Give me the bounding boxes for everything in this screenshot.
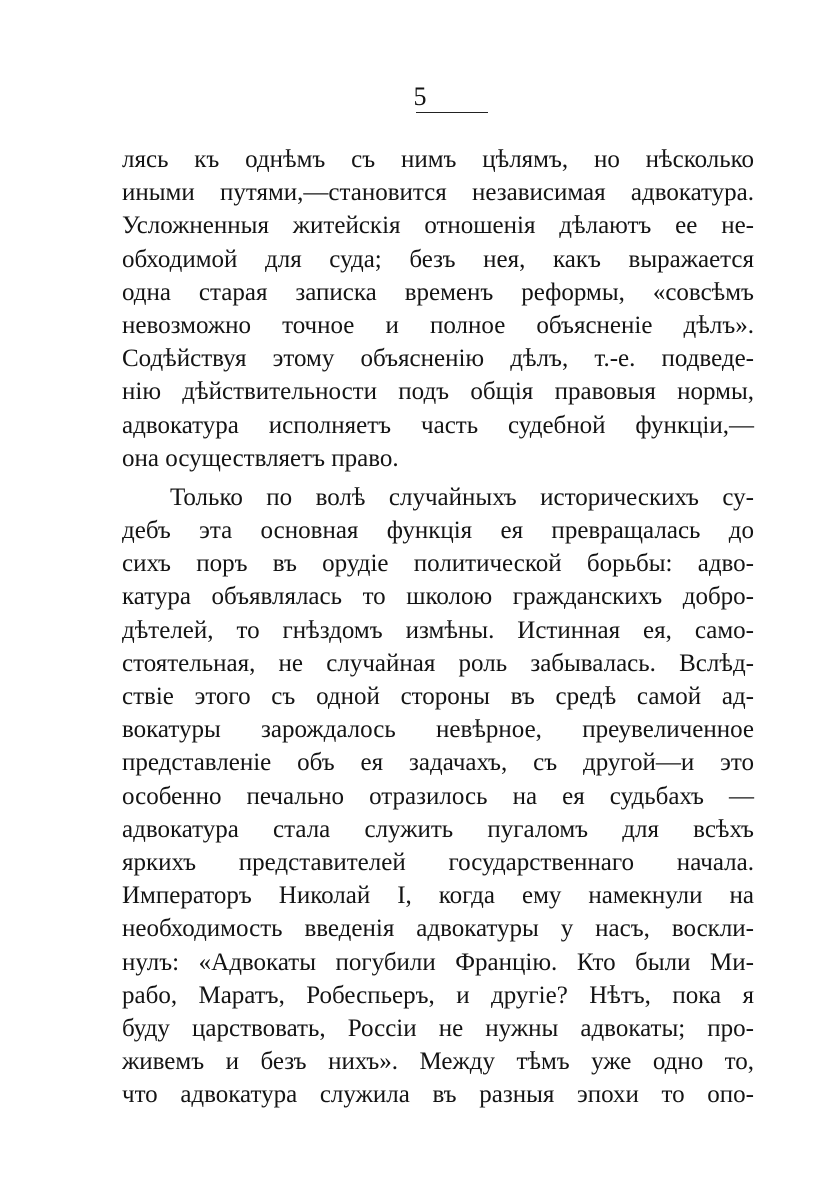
text-line: нулъ: «Адвокаты погубили Францію. Кто были Ми-: [122, 948, 754, 976]
text-line: ствіе этого съ одной стороны въ средѣ самой ад-: [122, 683, 754, 710]
text-line: Только по волѣ случайныхъ историческихъ су-: [170, 483, 754, 511]
text-line: Императоръ Николай I, когда ему намекнули на: [122, 882, 754, 910]
text-line: катура объявлялась то школою гражданскихъ добро-: [122, 583, 754, 611]
page-number: 5: [413, 82, 427, 111]
body-text: [122, 143, 754, 1111]
text-line: невозможно точное и полное объясненіе дѣлъ».: [122, 311, 754, 339]
text-line: живемъ и безъ нихъ». Между тѣмъ уже одно то,: [122, 1048, 754, 1076]
text-line: Усложненныя житейскія отношенія дѣлаютъ ее не-: [122, 212, 754, 240]
text-line: адвокатура исполняетъ часть судебной функціи,—: [122, 411, 754, 439]
text-line: представленіе объ ея задачахъ, съ другой—и это: [122, 749, 754, 777]
paragraph: [122, 481, 754, 1112]
text-line: дебъ эта основная функція ея превращалась до: [122, 517, 754, 545]
text-line: нію дѣйствительности подъ общія правовыя нормы,: [122, 378, 754, 406]
text-line: она осуществляетъ право.: [122, 444, 399, 472]
text-line: буду царствовать, Россіи не нужны адвокаты; про-: [122, 1014, 754, 1042]
text-line: обходимой для суда; безъ нея, какъ выражается: [122, 245, 754, 273]
text-line: яркихъ представителей государственнаго начала.: [122, 848, 754, 876]
text-line: дѣтелей, то гнѣздомъ измѣны. Истинная ея, само-: [122, 616, 754, 644]
text-line: Содѣйствуя этому объясненію дѣлъ, т.-е. подведе-: [122, 345, 754, 373]
text-line: рабо, Маратъ, Робеспьеръ, и другіе? Нѣтъ, пока я: [122, 981, 754, 1009]
paragraph: [122, 143, 754, 475]
text-line: стоятельная, не случайная роль забывалась. Вслѣд-: [122, 649, 754, 677]
text-line: необходимость введенія адвокатуры у насъ, воскли-: [122, 915, 754, 943]
text-line: вокатуры зарождалось невѣрное, преувеличенное: [122, 716, 754, 744]
text-line: лясь къ однѣмъ съ нимъ цѣлямъ, но нѣсколько: [122, 146, 754, 173]
text-line: что адвокатура служила въ разныя эпохи то опо-: [122, 1081, 754, 1109]
text-line: иными путями,—становится независимая адвокатура.: [122, 179, 754, 207]
header-rule: [416, 112, 488, 113]
text-line: одна старая записка временъ реформы, «совсѣмъ: [122, 278, 754, 306]
text-line: сихъ поръ въ орудіе политической борьбы: адво-: [122, 550, 754, 578]
text-line: особенно печально отразилось на ея судьбахъ —: [122, 782, 754, 810]
text-line: адвокатура стала служить пугаломъ для всѣхъ: [122, 815, 754, 843]
